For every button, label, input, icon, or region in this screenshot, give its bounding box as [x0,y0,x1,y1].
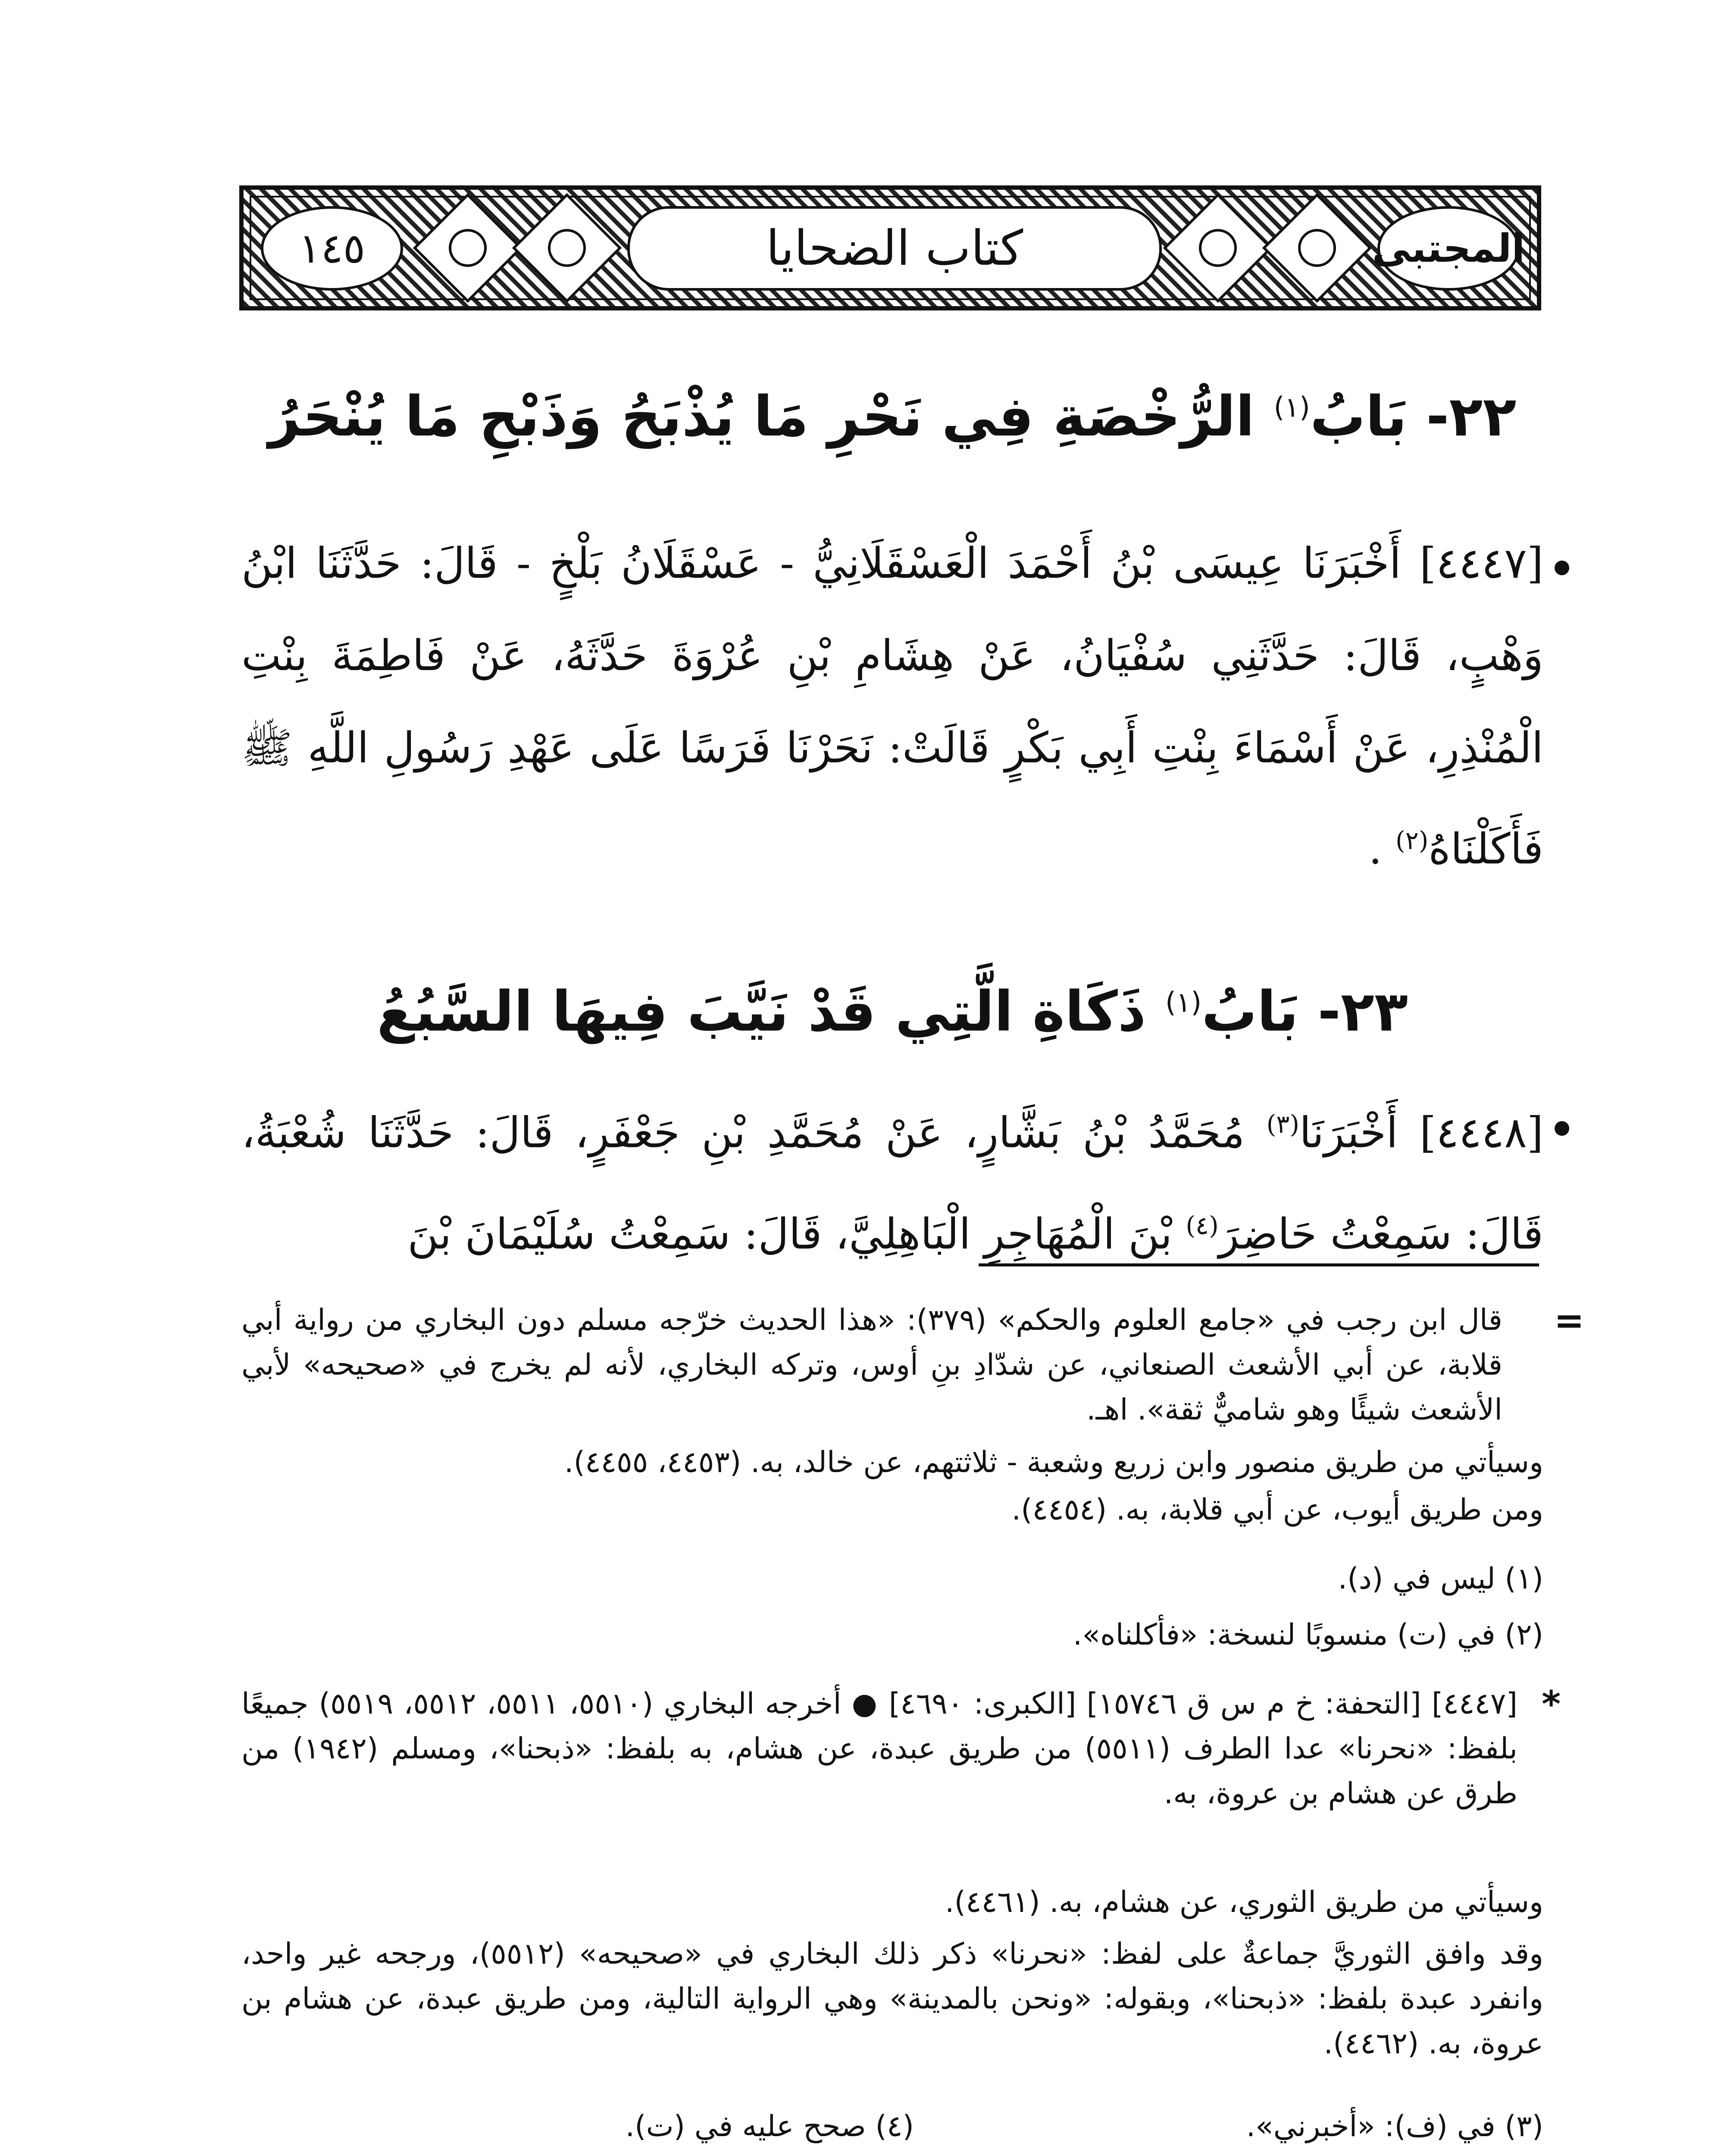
hadith-4448-text-c: بْنَ الْمُهَاجِرِ الْبَاهِلِيَّ، قَالَ: سَمِعْتُ سُلَيْمَانَ بْنَ [407,1210,1186,1259]
hadith-4447-end: . [1368,824,1395,874]
chapter-23-heading-title: ذَكَاةِ الَّتِي قَدْ نَيَّبَ فِيهَا السَّبُعُ [377,980,1165,1044]
chapter-23-heading [241,979,1543,1045]
chapter-22-heading-title: الرُّخْصَةِ فِي نَحْرِ مَا يُذْبَحُ وَذَبْحِ مَا يُنْحَرُ [268,385,1274,449]
footnote-1: (١) ليس في (د). [1338,1562,1543,1596]
takhrij-line: وسيأتي من طريق الثوري، عن هشام، به. (٤٤٦١). [945,1885,1543,1919]
takhrij-4447 [241,1682,1561,1816]
continuation-mark: = [1554,1299,1584,1341]
page-header [239,185,1541,310]
footnote-ref: (٣) [1266,1109,1300,1139]
footnote-ref: (١) [1273,392,1310,424]
footnote-4: (٤) صحح عليه في (ت). [625,2109,914,2143]
footnote-line: وسيأتي من طريق منصور وابن زريع وشعبة - ثلاثتهم، عن خالد، به. (٤٤٥٣، ٤٤٥٥). [564,1445,1543,1479]
footnote-ref: (٤) [1186,1210,1219,1240]
hadith-4448-text-a: [٤٤٤٨] أَخْبَرَنَا [1299,1108,1543,1158]
footnote-3: (٣) في (ف): «أخبرني». [1246,2109,1543,2143]
hadith-4447-text: [٤٤٤٧] أَخْبَرَنَا عِيسَى بْنُ أَحْمَدَ الْعَسْقَلَانِيُّ - عَسْقَلَانُ بَلْخٍ - قَالَ: حَدَّثَنَا ابْنُ وَهْبٍ، قَالَ: حَدَّثَنِي سُفْيَانُ، عَنْ هِشَامِ بْنِ عُرْوَةَ حَدَّثَهُ، عَنْ فَاطِمَةَ بِنْتِ الْمُنْذِرِ، عَنْ أَسْمَاءَ بِنْتِ أَبِي بَكْرٍ قَالَتْ: نَحَرْنَا فَرَسًا عَلَى عَهْدِ رَسُولِ اللَّهِ ﷺ فَأَكَلْنَاهُ [241,539,1543,874]
footnote-ref: (١) [1165,987,1202,1019]
chapter-22-heading [241,384,1543,450]
bullet-icon [1555,1121,1569,1136]
running-title: كتاب الضحايا [627,206,1162,291]
chapter-23-heading-text: ٢٣- بَابُ [1201,980,1408,1044]
page-number: ١٤٥ [261,206,403,291]
footnote-line: ومن طريق أيوب، عن أبي قلابة، به. (٤٤٥٤). [1011,1493,1543,1527]
footnotes-3-4 [241,2104,1543,2149]
hadith-4447 [241,517,1543,896]
hadith-4448 [241,1078,1543,1280]
footnote-continuation [241,1298,1584,1432]
footnote-continuation-text: قال ابن رجب في «جامع العلوم والحكم» (٣٧٩): «هذا الحديث خرّجه مسلم دون البخاري من رواية أبي قلابة، عن أبي الأشعث الصنعاني، عن شدّادِ بنِ أوس، وتركه البخاري، لأنه لم يخرج في «صحيحه» لأبي الأشعث شيئًا وهو شاميٌّ ثقة». اهـ. [241,1303,1503,1427]
footnote-ref: (٢) [1395,826,1429,855]
takhrij-4447-text: [٤٤٤٧] [التحفة: خ م س ق ١٥٧٤٦] [الكبرى: ٤٦٩٠] ● أخرجه البخاري (٥٥١٠، ٥٥١١، ٥٥١٢، ٥٥١٩) جميعًا بلفظ: «نحرنا» عدا الطرف (٥٥١١) من طريق عبدة، عن هشام، به بلفظ: «ذبحنا»، ومسلم (١٩٤٢) من طرق عن هشام بن عروة، به. [241,1687,1517,1811]
chapter-22-heading-text: ٢٢- بَابُ [1310,385,1517,449]
hadith-4448-text-b: مُحَمَّدُ بْنُ بَشَّارٍ، عَنْ مُحَمَّدِ بْنِ جَعْفَرٍ، قَالَ: حَدَّثَنَا شُعْبَةُ، قَالَ: سَمِعْتُ حَاضِرَ [241,1108,1543,1259]
book-brand: المجتبى [1377,206,1520,291]
takhrij-line: وقد وافق الثوريَّ جماعةٌ على لفظ: «نحرنا» ذكر ذلك البخاري في «صحيحه» (٥٥١٢)، ورجحه غير واحد، وانفرد عبدة بلفظ: «ذبحنا»، وبقوله: «ونحن بالمدينة» وهي الرواية التالية، ومن طريق عبدة، عن هشام بن عروة، به. (٤٤٦٢). [241,1937,1544,2061]
footnote-separator [979,1263,1539,1266]
takhrij-mark: * [1542,1683,1561,1725]
footnote-2: (٢) في (ت) منسوبًا لنسخة: «فأكلناه». [1073,1618,1543,1652]
bullet-icon [1555,561,1569,575]
